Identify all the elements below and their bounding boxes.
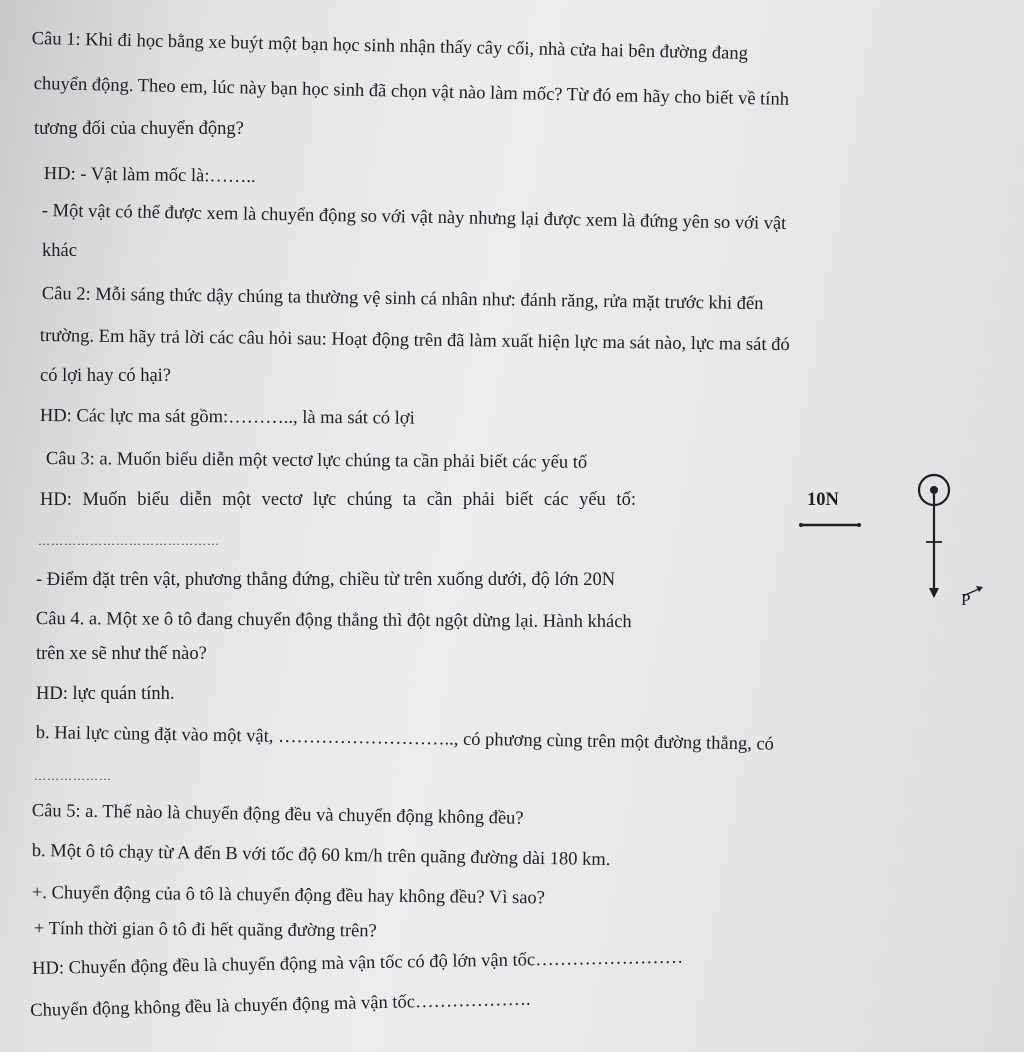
question-4-hint: HD: lực quán tính. <box>36 684 175 704</box>
question-2-line-3: có lợi hay có hại? <box>40 366 172 386</box>
question-1-line-2: chuyển động. Theo em, lúc này bạn học sinh đã chọn vật nào làm mốc? Từ đó em hãy cho biết về tính <box>33 73 790 110</box>
question-3-hint-dots: …………………………………… <box>38 534 220 548</box>
question-3-line-1: Câu 3: a. Muốn biểu diễn một vectơ lực chúng ta cần phải biết các yếu tố <box>45 448 588 473</box>
question-5-line-2: b. Một ô tô chạy từ A đến B với tốc độ 60 km/h trên quãng đường dài 180 km. <box>31 840 611 871</box>
question-4-b-dots: ……………… <box>34 769 112 783</box>
scale-bar-start-dot <box>799 523 803 527</box>
question-5-line-1: Câu 5: a. Thế nào là chuyển động đều và chuyển động không đều? <box>31 800 524 829</box>
question-5-line-4: + Tính thời gian ô tô đi hết quãng đường trên? <box>33 919 377 942</box>
question-5-hint-1: HD: Chuyển động đều là chuyển động mà vận tốc có độ lớn vận tốc…………………… <box>32 947 684 979</box>
question-1-hint-3: khác <box>42 241 77 261</box>
question-2-line-1: Câu 2: Mỗi sáng thức dậy chúng ta thường vệ sinh cá nhân như: đánh răng, rửa mặt trước khi đến <box>41 283 764 315</box>
question-2-line-2: trường. Em hãy trả lời các câu hỏi sau: Hoạt động trên đã làm xuất hiện lực ma sát nào, lực ma sát đó <box>39 325 790 356</box>
scale-label: 10N <box>807 490 839 510</box>
question-5-line-3: +. Chuyển động của ô tô là chuyển động đều hay không đều? Vì sao? <box>31 882 546 909</box>
question-1-hint-1: HD: - Vật làm mốc là:…….. <box>43 163 256 187</box>
vector-label: P <box>961 590 971 609</box>
question-3-hint-1: HD: Muốn biểu diễn một vectơ lực chúng ta cần phải biết các yếu tố: <box>40 490 636 510</box>
question-1-line-3: tương đối của chuyển động? <box>34 119 244 139</box>
question-3-hint-2: - Điểm đặt trên vật, phương thẳng đứng, chiều từ trên xuống dưới, độ lớn 20N <box>36 570 616 590</box>
question-1-line-1: Câu 1: Khi đi học bằng xe buýt một bạn học sinh nhận thấy cây cối, nhà cửa hai bên đường đang <box>31 28 749 64</box>
question-1-hint-2: - Một vật có thể được xem là chuyển động so với vật này nhưng lại được xem là đứng yên so với vật <box>41 200 787 234</box>
question-4-b-line-1: b. Hai lực cùng đặt vào một vật, ……………………….., có phương cùng trên một đường thẳng, có <box>35 722 775 755</box>
application-point <box>930 486 938 494</box>
force-diagram <box>795 470 995 620</box>
question-4-line-2: trên xe sẽ như thế nào? <box>36 644 207 664</box>
force-vector-arrowhead <box>929 588 939 598</box>
question-5-hint-2: Chuyển động không đều là chuyển động mà vận tốc………………. <box>30 989 531 1021</box>
question-4-line-1: Câu 4. a. Một xe ô tô đang chuyển động thẳng thì đột ngột dừng lại. Hành khách <box>35 609 632 633</box>
scale-bar-end-dot <box>857 523 861 527</box>
question-2-hint: HD: Các lực ma sát gồm:……….., là ma sát có lợi <box>39 405 415 429</box>
